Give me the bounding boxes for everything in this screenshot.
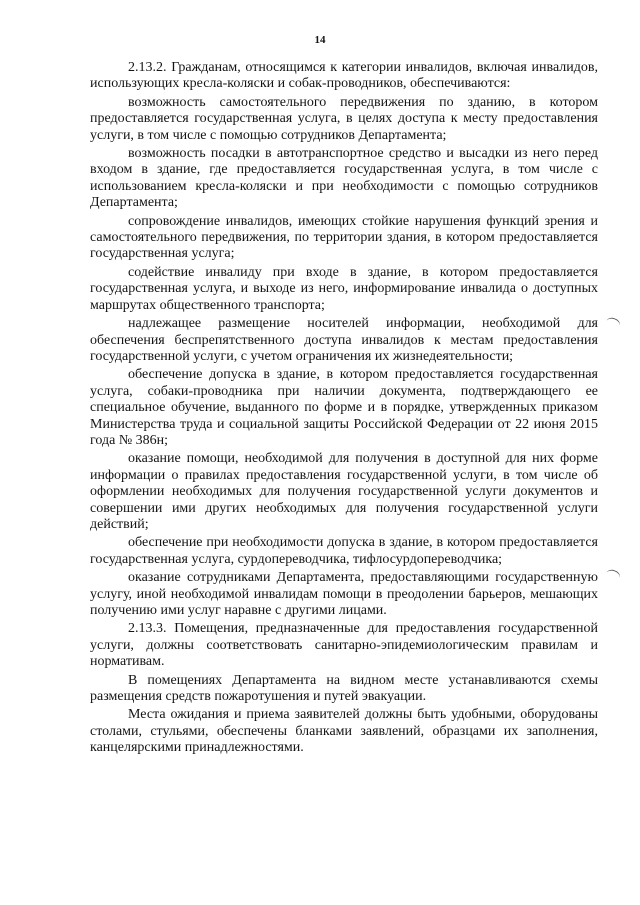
paragraph-item: сопровождение инвалидов, имеющих стойкие нарушения функций зрения и самостоятельного передвижения, по территории здания, в котором предоставляется государственная услуга; [90,213,598,262]
margin-mark-icon [605,316,622,331]
paragraph-item: надлежащее размещение носителей информации, необходимой для обеспечения беспрепятственного доступа инвалидов к местам предоставления государственной услуги, с учетом ограничения их жизнедеятельности; [90,316,598,364]
margin-mark-icon [605,568,622,583]
document-body [90,60,598,759]
paragraph-item: возможность посадки в автотранспортное средство и высадки из него перед входом в здание, где предоставляется государственная услуга, в том числе с использованием кресла-коляски и при необходимости с помощью сотрудников Департамента; [90,146,598,211]
paragraph-item: оказание сотрудниками Департамента, предоставляющими государственную услугу, иной необходимой инвалидам помощи в преодолении барьеров, мешающих получению ими услуг наравне с другими лицами. [90,570,598,618]
paragraph-item: содействие инвалиду при входе в здание, в котором предоставляется государственная услуга, и выходе из него, информирование инвалида о доступных маршрутах общественного транспорта; [90,264,598,313]
paragraph-2-13-2: 2.13.2. Гражданам, относящимся к категории инвалидов, включая инвалидов, использующих кресла-коляски и собак-проводников, обеспечиваются: [90,60,598,92]
paragraph-item: обеспечение допуска в здание, в котором предоставляется государственная услуга, собаки-проводника при наличии документа, подтверждающего ее специальное обучение, выданного по форме и в порядке, утвержденных приказом Министерства труда и социальной защиты Российской Федерации от 22 июня 2015 года № 386н; [90,367,598,448]
paragraph-item: В помещениях Департамента на видном месте устанавливаются схемы размещения средств пожаротушения и путей эвакуации. [90,672,598,705]
paragraph-2-13-3: 2.13.3. Помещения, предназначенные для предоставления государственной услуги, должны соответствовать санитарно-эпидемиологическим правилам и нормативам. [90,621,598,670]
paragraph-item: возможность самостоятельного передвижения по зданию, в котором предоставляется государственная услуга, в целях доступа к месту предоставления услуги, в том числе с помощью сотрудников Департамента; [90,94,598,143]
paragraph-item: оказание помощи, необходимой для получения в доступной для них форме информации о правилах предоставления государственной услуги, в том числе об оформлении необходимых для получения государственной услуги документов и совершении ими других необходимых для получения государственной услуги действий; [90,451,598,532]
page-number: 14 [314,34,326,46]
paragraph-item: Места ожидания и приема заявителей должны быть удобными, оборудованы столами, стульями, обеспечены бланками заявлений, образцами их заполнения, канцелярскими принадлежностями. [90,707,598,756]
paragraph-item: обеспечение при необходимости допуска в здание, в котором предоставляется государственная услуга, сурдопереводчика, тифлосурдопереводчика; [90,535,598,567]
